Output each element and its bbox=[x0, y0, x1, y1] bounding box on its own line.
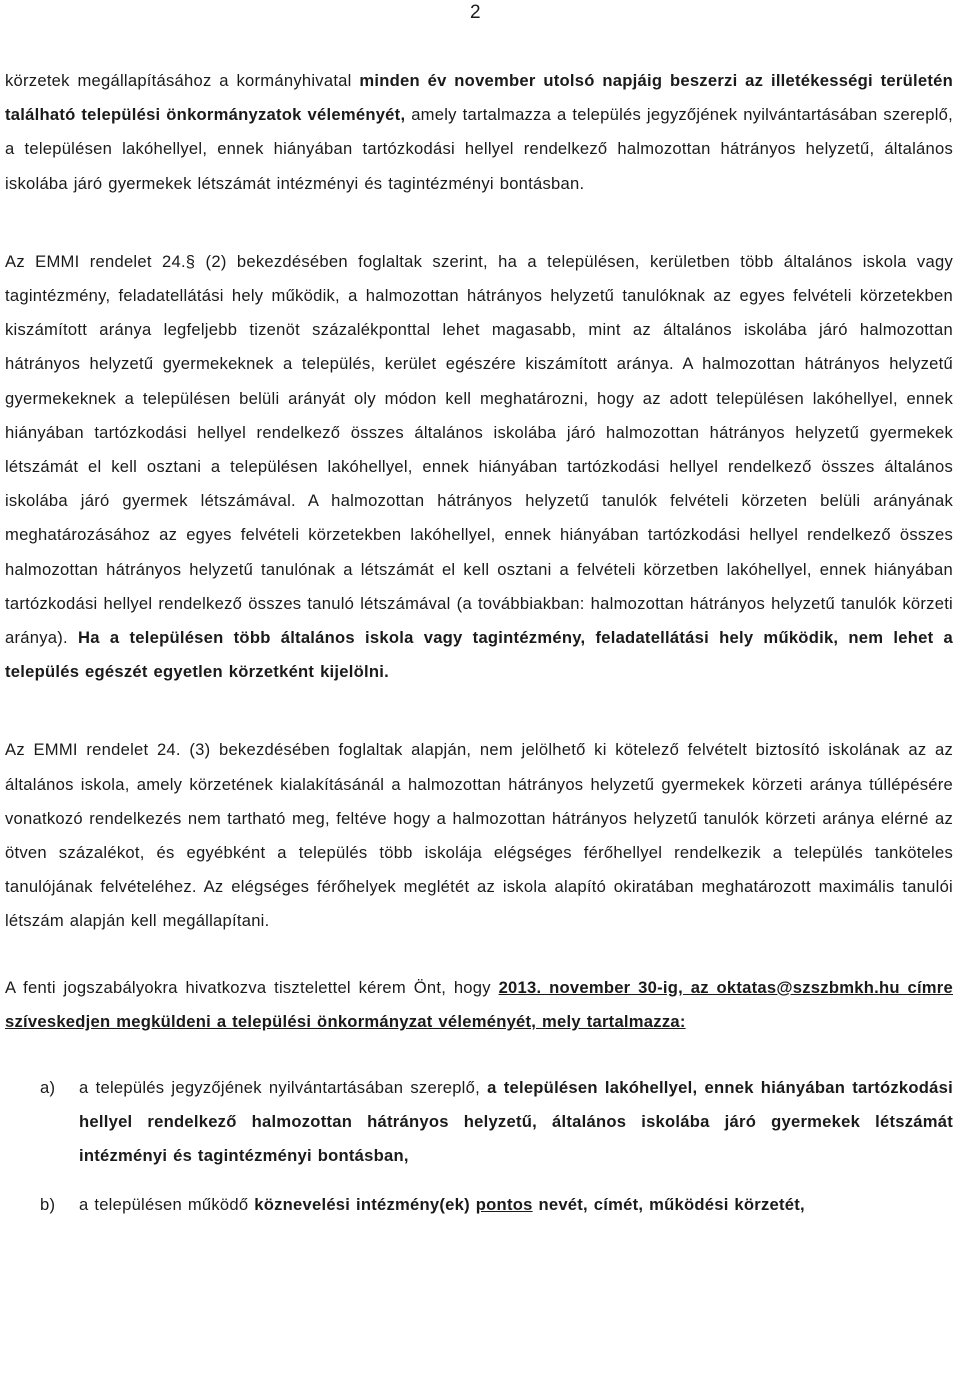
text-run: körzetek megállapításához a kormányhivatal bbox=[5, 71, 360, 90]
document-page bbox=[5, 64, 953, 1222]
text-run: A fenti jogszabályokra hivatkozva tisztelettel kérem Önt, hogy bbox=[5, 977, 499, 997]
list-marker: a) bbox=[40, 1078, 56, 1098]
paragraph-emmi-24-2 bbox=[5, 245, 953, 690]
list-item bbox=[5, 1188, 953, 1222]
bold-run: a településen lakóhellyel, ennek hiányában tartózkodási hellyel rendelkező halmozottan hátrányos helyzetű, általános iskolába járó gyermekek létszámát intézményi és tagintézményi bontásban, bbox=[79, 1078, 953, 1166]
bold-run: Ha a településen több általános iskola vagy tagintézmény, feladatellátási hely működik, nem lehet a település egészét egyetlen körzetként kijelölni. bbox=[5, 628, 954, 682]
paragraph-emmi-24-3 bbox=[5, 733, 953, 938]
paragraph-intro bbox=[5, 64, 953, 201]
list-marker: b) bbox=[40, 1194, 56, 1214]
text-run: Az EMMI rendelet 24. (3) bekezdésében foglaltak alapján, nem jelölhető ki kötelező felvételt biztosító iskolának az az általános iskola, amely körzetének kialakításánál a halmozottan hátrányos helyzetű gyermekek körzeti aránya túllépésére vonatkozó rendelkezés nem tartható meg, feltéve hogy a halmozottan hátrányos helyzetű tanulók körzeti aránya elérné az ötven százalékot, és egyébként a település több iskolája elégséges férőhellyel rendelkezik a település tanköteles tanulójának felvételéhez. Az elégséges férőhelyek meglétét az iskola alapító okiratában meghatározott maximális tanulói létszám alapján kell megállapítani. bbox=[5, 740, 953, 931]
bold-run: köznevelési intézmény(ek) bbox=[254, 1194, 476, 1214]
bold-run: minden év november utolsó napjáig beszerzi az illetékességi területén található települési önkormányzatok véleményét, bbox=[5, 71, 953, 125]
text-run: a településen működő bbox=[79, 1194, 255, 1214]
underlined-word: pontos bbox=[475, 1194, 533, 1214]
list-item bbox=[5, 1071, 953, 1174]
requirements-list bbox=[5, 1071, 953, 1222]
underlined-deadline: 2013. november 30-ig, az oktatas@szszbmkh.hu címre szíveskedjen megküldeni a települési önkormányzat véleményét, mely tartalmazza: bbox=[5, 977, 953, 1031]
text-run: Az EMMI rendelet 24.§ (2) bekezdésében foglaltak szerint, ha a településen, kerületben több általános iskola vagy tagintézmény, feladatellátási hely működik, a halmozottan hátrányos helyzetű tanulóknak az egyes felvételi körzetekben kiszámított aránya legfeljebb tizenöt százalékponttal lehet magasabb, mint az általános iskolába járó halmozottan hátrányos helyzetű gyermekeknek a település, kerület egészére kiszámított aránya. A halmozottan hátrányos helyzetű gyermekeknek a településen belüli arányát oly módon kell meghatározni, hogy az adott településen lakóhellyel, ennek hiányában tartózkodási hellyel rendelkező összes általános iskolába járó halmozottan hátrányos helyzetű gyermekek létszámát el kell osztani a településen lakóhellyel, ennek hiányában tartózkodási hellyel rendelkező összes általános iskolába járó gyermek létszámával. A halmozottan hátrányos helyzetű tanulók felvételi körzeten belüli arányának meghatározásához az egyes felvételi körzetekben lakóhellyel, ennek hiányában tartózkodási hellyel rendelkező összes halmozottan hátrányos helyzetű tanulónak a létszámát el kell osztani a felvételi körzetben lakóhellyel, ennek hiányában tartózkodási hellyel rendelkező összes tanuló létszámával (a továbbiakban: halmozottan hátrányos helyzetű tanulók körzeti aránya). bbox=[5, 251, 953, 648]
bold-run: nevét, címét, működési körzetét, bbox=[532, 1194, 805, 1214]
text-run: amely tartalmazza a település jegyzőjének nyilvántartásában szereplő, a településen lakóhellyel, ennek hiányában tartózkodási hellyel rendelkező halmozottan hátrányos helyzetű, általános iskolába járó gyermekek létszámát intézményi és tagintézményi bontásban. bbox=[5, 105, 953, 193]
text-run: a település jegyzőjének nyilvántartásában szereplő, bbox=[79, 1078, 488, 1098]
page-number: 2 bbox=[470, 2, 481, 23]
paragraph-request bbox=[5, 971, 953, 1039]
